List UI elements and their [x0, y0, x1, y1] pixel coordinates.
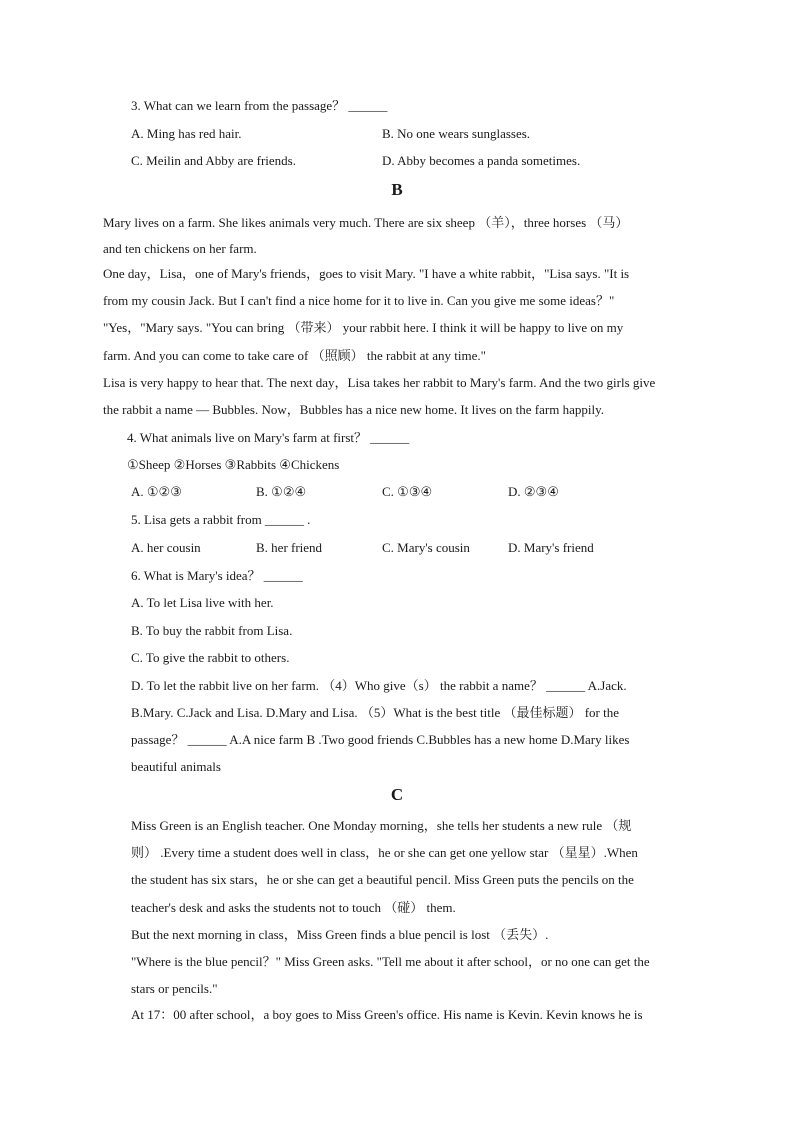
section-c-heading: C — [390, 785, 404, 804]
passage-b-line: farm. And you can come to take care of （照顾） the rabbit at any time." — [103, 348, 486, 363]
q4-option-a: A. ①②③ — [131, 484, 182, 499]
passage-b-line: "Yes，"Mary says. "You can bring （带来） your rabbit here. I think it will be happy to live on my — [103, 320, 624, 335]
q4-option-c: C. ①③④ — [382, 484, 433, 499]
passage-c-line: teacher's desk and asks the students not to touch （碰） them. — [131, 900, 456, 915]
q3-option-b: B. No one wears sunglasses. — [382, 126, 531, 141]
q5-option-b: B. her friend — [256, 540, 323, 555]
q6-option-d-line: B.Mary. C.Jack and Lisa. D.Mary and Lisa. （5）What is the best title （最佳标题） for the — [131, 705, 620, 720]
q3-stem: 3. What can we learn from the passage？ ______ — [131, 98, 388, 113]
passage-b-line: Lisa is very happy to hear that. The next day，Lisa takes her rabbit to Mary's farm. And the two girls give — [103, 375, 656, 390]
q4-option-b: B. ①②④ — [256, 484, 307, 499]
q4-option-d: D. ②③④ — [508, 484, 559, 499]
q6-option-d-line: passage？ ______ A.A nice farm B .Two good friends C.Bubbles has a new home D.Mary likes — [131, 732, 630, 747]
q6-option-d-line: D. To let the rabbit live on her farm. （4）Who give（s） the rabbit a name？ ______ A.Jack. — [131, 678, 627, 693]
section-b-heading: B — [391, 180, 403, 199]
q5-option-c: C. Mary's cousin — [382, 540, 470, 555]
passage-b-line: from my cousin Jack. But I can't find a nice home for it to live in. Can you give me some ideas？" — [103, 293, 615, 308]
q3-option-c: C. Meilin and Abby are friends. — [131, 153, 296, 168]
q3-option-a: A. Ming has red hair. — [131, 126, 242, 141]
passage-c-line: stars or pencils." — [131, 981, 218, 996]
passage-b-line: Mary lives on a farm. She likes animals very much. There are six sheep （羊），three horses （马） — [103, 215, 629, 230]
passage-c-line: "Where is the blue pencil？" Miss Green asks. "Tell me about it after school，or no one can get the — [131, 954, 650, 969]
q6-option-b: B. To buy the rabbit from Lisa. — [131, 623, 293, 638]
q5-stem: 5. Lisa gets a rabbit from ______ . — [131, 512, 311, 527]
q5-option-d: D. Mary's friend — [508, 540, 594, 555]
passage-c-line: the student has six stars，he or she can get a beautiful pencil. Miss Green puts the pencils on the — [131, 872, 634, 887]
q4-stem: 4. What animals live on Mary's farm at first？ ______ — [127, 430, 410, 445]
q6-option-d-line: beautiful animals — [131, 759, 221, 774]
q4-choices: ①Sheep ②Horses ③Rabbits ④Chickens — [127, 457, 340, 472]
q6-option-a: A. To let Lisa live with her. — [131, 595, 274, 610]
passage-c-line: 则） .Every time a student does well in class，he or she can get one yellow star （星星）.When — [131, 845, 638, 860]
q5-option-a: A. her cousin — [131, 540, 201, 555]
q3-option-d: D. Abby becomes a panda sometimes. — [382, 153, 581, 168]
passage-b-line: the rabbit a name — Bubbles. Now，Bubbles has a nice new home. It lives on the farm happily. — [103, 402, 604, 417]
passage-b-line: and ten chickens on her farm. — [103, 241, 257, 256]
passage-b-line: One day，Lisa，one of Mary's friends，goes to visit Mary. "I have a white rabbit，"Lisa says. "It is — [103, 266, 630, 281]
passage-c-line: Miss Green is an English teacher. One Monday morning，she tells her students a new rule （规 — [131, 818, 632, 833]
q6-option-c: C. To give the rabbit to others. — [131, 650, 290, 665]
passage-c-line: But the next morning in class，Miss Green finds a blue pencil is lost （丢失）. — [131, 927, 549, 942]
passage-c-line: At 17：00 after school，a boy goes to Miss Green's office. His name is Kevin. Kevin knows he is — [131, 1007, 643, 1022]
q6-stem: 6. What is Mary's idea？ ______ — [131, 568, 303, 583]
